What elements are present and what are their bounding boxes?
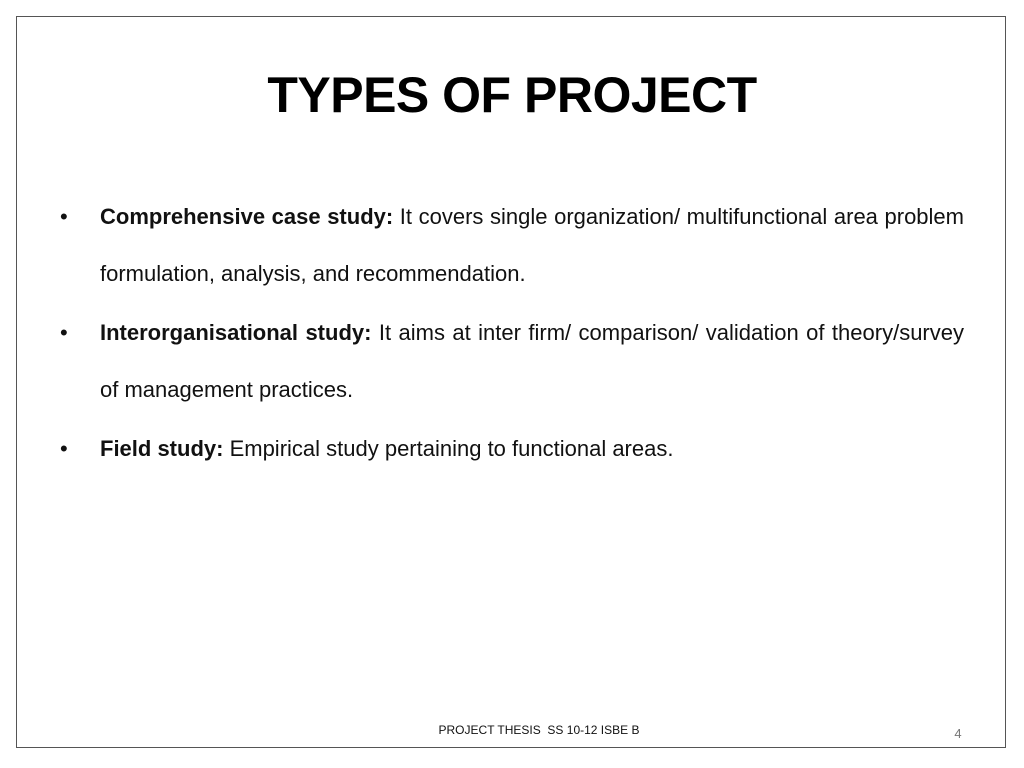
bullet-item-interorganisational-study	[60, 304, 964, 418]
bullet-term: Comprehensive case study:	[100, 204, 394, 229]
page-number: 4	[954, 726, 962, 741]
bullet-term: Field study:	[100, 436, 224, 461]
bullet-text: It covers single organization/ multifunctional area problem formulation, analysis, and recommendation.	[100, 204, 964, 286]
bullet-term: Interorganisational study:	[100, 320, 372, 345]
bullet-list	[60, 188, 964, 479]
bullet-text: Empirical study pertaining to functional areas.	[223, 436, 674, 461]
bullet-item-field-study	[60, 420, 964, 477]
bullet-text: It aims at inter firm/ comparison/ validation of theory/survey of management practices.	[100, 320, 964, 402]
slide-footer: PROJECT THESIS SS 10-12 ISBE B	[438, 723, 640, 737]
bullet-icon: •	[60, 436, 68, 461]
bullet-icon: •	[60, 320, 68, 345]
bullet-icon: •	[60, 204, 68, 229]
bullet-item-comprehensive-case-study	[60, 188, 964, 302]
slide-title: TYPES OF PROJECT	[267, 67, 757, 123]
